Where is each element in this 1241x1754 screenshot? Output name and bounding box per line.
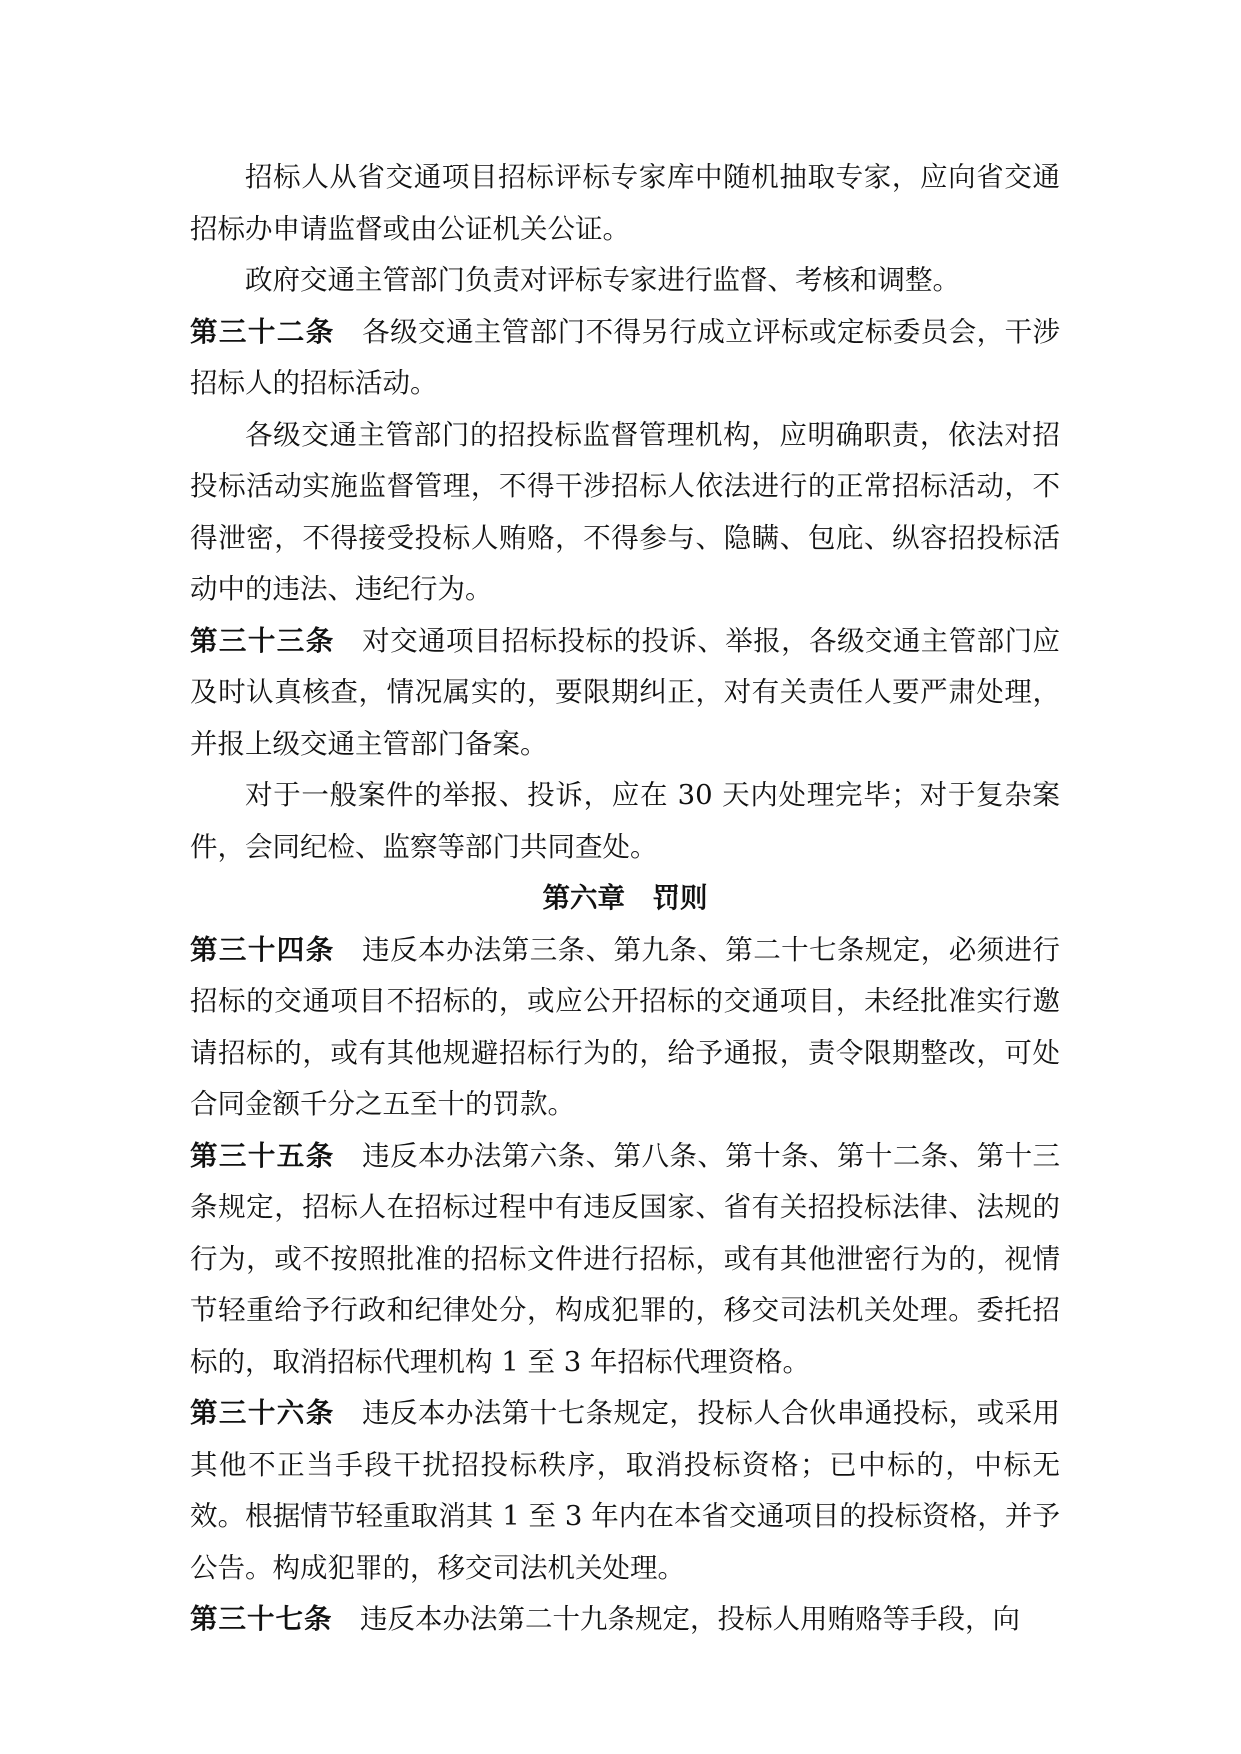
article-number: 第三十四条: [190, 933, 335, 966]
article-32: [190, 307, 1060, 410]
article-number: 第三十二条: [190, 315, 335, 348]
paragraph: 对于一般案件的举报、投诉，应在 30 天内处理完毕；对于复杂案件，会同纪检、监察等部门共同查处。: [190, 779, 1060, 863]
article-number: 第三十五条: [190, 1139, 335, 1172]
paragraph: 招标人从省交通项目招标评标专家库中随机抽取专家，应向省交通招标办申请监督或由公证机关公证。: [190, 161, 1060, 245]
article-number: 第三十七条: [190, 1603, 333, 1635]
article-text: 对交通项目招标投标的投诉、举报，各级交通主管部门应及时认真核查，情况属实的，要限期纠正，对有关责任人要严肃处理，并报上级交通主管部门备案。: [190, 624, 1060, 760]
article-text: 违反本办法第二十九条规定，投标人用贿赂等手段，向: [360, 1603, 1020, 1635]
article-34: [190, 925, 1060, 1131]
article-text: 各级交通主管部门不得另行成立评标或定标委员会，干涉招标人的招标活动。: [190, 315, 1060, 399]
document-page: [190, 152, 1060, 1646]
article-text: 违反本办法第六条、第八条、第十条、第十二条、第十三条规定，招标人在招标过程中有违反国家、省有关招投标法律、法规的行为，或不按照批准的招标文件进行招标，或有其他泄密行为的，视情节轻重给予行政和纪律处分，构成犯罪的，移交司法机关处理。委托招标的，取消招标代理机构 1 至 3 年招标代理资格。: [190, 1139, 1060, 1378]
article-text: 违反本办法第三条、第九条、第二十七条规定，必须进行招标的交通项目不招标的，或应公开招标的交通项目，未经批准实行邀请招标的，或有其他规避招标行为的，给予通报，责令限期整改，可处合同金额千分之五至十的罚款。: [190, 933, 1060, 1120]
article-36: [190, 1388, 1060, 1594]
article-33: [190, 616, 1060, 771]
article-number: 第三十六条: [190, 1397, 335, 1429]
paragraph: 政府交通主管部门负责对评标专家进行监督、考核和调整。: [245, 264, 960, 296]
article-37: [190, 1594, 1060, 1646]
chapter-heading: 第六章 罚则: [542, 882, 708, 914]
article-text: 违反本办法第十七条规定，投标人合伙串通投标，或采用其他不正当手段干扰招投标秩序，取消投标资格；已中标的，中标无效。根据情节轻重取消其 1 至 3 年内在本省交通项目的投标资格，并予公告。构成犯罪的，移交司法机关处理。: [190, 1397, 1060, 1584]
paragraph: 各级交通主管部门的招投标监督管理机构，应明确职责，依法对招投标活动实施监督管理，不得干涉招标人依法进行的正常招标活动，不得泄密，不得接受投标人贿赂，不得参与、隐瞒、包庇、纵容招投标活动中的违法、违纪行为。: [190, 418, 1060, 605]
article-35: [190, 1131, 1060, 1389]
article-number: 第三十三条: [190, 624, 335, 657]
